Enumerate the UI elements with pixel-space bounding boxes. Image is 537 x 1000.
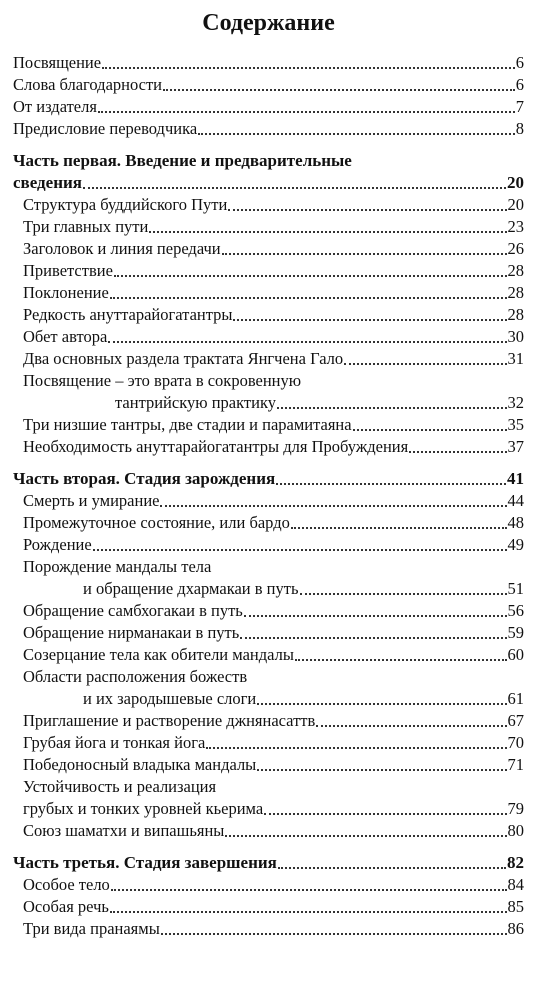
- dot-leader: [83, 187, 506, 189]
- toc-entry[interactable]: Грубая йога и тонкая йога 70: [23, 733, 524, 752]
- toc-entry[interactable]: Предисловие переводчика 8: [13, 119, 524, 138]
- page-number: 49: [507, 535, 524, 554]
- page-title: Содержание: [202, 10, 335, 36]
- dot-leader: [93, 549, 507, 551]
- toc-entry[interactable]: Обращение нирманакаи в путь 59: [23, 623, 524, 642]
- part-two: [13, 468, 524, 842]
- dot-leader: [149, 231, 506, 233]
- dot-leader: [278, 867, 506, 869]
- page-number: 8: [515, 119, 524, 138]
- part-one: [13, 150, 524, 458]
- page-number: 56: [507, 601, 524, 620]
- page-number: 51: [507, 579, 524, 598]
- page-number: 79: [507, 799, 524, 818]
- page-number: 61: [507, 689, 524, 708]
- toc-entry[interactable]: Обет автора 30: [23, 327, 524, 346]
- dot-leader: [409, 451, 506, 453]
- part-three: [13, 852, 524, 940]
- part-title-entry[interactable]: сведения 20: [13, 173, 524, 192]
- dot-leader: [225, 835, 506, 837]
- page-number: 60: [507, 645, 524, 664]
- dot-leader: [198, 133, 515, 135]
- page-number: 82: [507, 853, 524, 872]
- dot-leader: [264, 813, 506, 815]
- toc-entry[interactable]: Заголовок и линия передачи 26: [23, 239, 524, 258]
- dot-leader: [102, 67, 515, 69]
- toc-entry[interactable]: Три низшие тантры, две стадии и парамитаяна 35: [23, 415, 524, 434]
- part-title-entry[interactable]: Часть вторая. Стадия зарождения 41: [13, 469, 524, 488]
- toc-entry[interactable]: Структура буддийского Пути 20: [23, 195, 524, 214]
- dot-leader: [257, 703, 506, 705]
- toc-entry[interactable]: Три главных пути 23: [23, 217, 524, 236]
- dot-leader: [295, 659, 507, 661]
- toc-entry[interactable]: Три вида пранаямы 86: [23, 919, 524, 938]
- dot-leader: [276, 483, 506, 485]
- dot-leader: [291, 527, 507, 529]
- page-number: 23: [507, 217, 524, 236]
- page-number: 35: [507, 415, 524, 434]
- toc-entry[interactable]: Приглашение и растворение джнянасаттв 67: [23, 711, 524, 730]
- toc-entry[interactable]: Победоносный владыка мандалы 71: [23, 755, 524, 774]
- toc-entry[interactable]: Созерцание тела как обители мандалы 60: [23, 645, 524, 664]
- page-number: 20: [507, 173, 524, 192]
- page-number: 41: [507, 469, 524, 488]
- toc-entry[interactable]: Смерть и умирание 44: [23, 491, 524, 510]
- dot-leader: [277, 407, 507, 409]
- toc-entry[interactable]: Необходимость ануттарайогатантры для Пробуждения 37: [23, 437, 524, 456]
- page-number: 71: [507, 755, 524, 774]
- toc-entry[interactable]: Рождение 49: [23, 535, 524, 554]
- toc-entry-multiline[interactable]: Области расположения божеств и их зародышевые слоги 61: [23, 667, 524, 708]
- page-number: 70: [507, 733, 524, 752]
- page-number: 20: [507, 195, 524, 214]
- page-number: 59: [507, 623, 524, 642]
- page-number: 28: [507, 305, 524, 324]
- toc-entry-multiline[interactable]: Порождение мандалы тела и обращение дхармакаи в путь 51: [23, 557, 524, 598]
- page-number: 32: [507, 393, 524, 412]
- page-number: 30: [507, 327, 524, 346]
- dot-leader: [240, 637, 506, 639]
- dot-leader: [300, 593, 507, 595]
- toc-entry[interactable]: Поклонение 28: [23, 283, 524, 302]
- page-number: 28: [507, 283, 524, 302]
- part-title-entry[interactable]: Часть третья. Стадия завершения 82: [13, 853, 524, 872]
- page-number: 80: [507, 821, 524, 840]
- toc-entry[interactable]: Два основных раздела трактата Янгчена Гало 31: [23, 349, 524, 368]
- dot-leader: [110, 297, 507, 299]
- toc-entry-multiline[interactable]: Устойчивость и реализация грубых и тонких уровней кьерима 79: [23, 777, 524, 818]
- page-number: 6: [515, 75, 524, 94]
- dot-leader: [344, 363, 506, 365]
- page-number: 44: [507, 491, 524, 510]
- page-number: 7: [515, 97, 524, 116]
- page-number: 85: [507, 897, 524, 916]
- toc-entry[interactable]: Особая речь 85: [23, 897, 524, 916]
- page-number: 84: [507, 875, 524, 894]
- dot-leader: [257, 769, 506, 771]
- dot-leader: [163, 89, 515, 91]
- dot-leader: [110, 911, 507, 913]
- toc-entry[interactable]: Слова благодарности 6: [13, 75, 524, 94]
- toc-entry[interactable]: Посвящение 6: [13, 53, 524, 72]
- toc-entry[interactable]: От издателя 7: [13, 97, 524, 116]
- dot-leader: [228, 209, 506, 211]
- front-matter: [13, 52, 524, 140]
- part-title[interactable]: Часть первая. Введение и предварительные: [13, 151, 352, 170]
- toc-entry[interactable]: Обращение самбхогакаи в путь 56: [23, 601, 524, 620]
- page-number: 31: [507, 349, 524, 368]
- dot-leader: [108, 341, 506, 343]
- toc-entry[interactable]: Особое тело 84: [23, 875, 524, 894]
- toc-entry[interactable]: Союз шаматхи и випашьяны 80: [23, 821, 524, 840]
- page-number: 6: [515, 53, 524, 72]
- toc-entry[interactable]: Промежуточное состояние, или бардо 48: [23, 513, 524, 532]
- dot-leader: [161, 933, 507, 935]
- dot-leader: [353, 429, 507, 431]
- dot-leader: [160, 505, 506, 507]
- page-number: 86: [507, 919, 524, 938]
- page-number: 28: [507, 261, 524, 280]
- toc-entry[interactable]: Редкость ануттарайогатантры 28: [23, 305, 524, 324]
- dot-leader: [222, 253, 507, 255]
- dot-leader: [114, 275, 507, 277]
- dot-leader: [244, 615, 507, 617]
- toc-entry-multiline[interactable]: Посвящение – это врата в сокровенную тантрийскую практику 32: [23, 371, 524, 412]
- dot-leader: [233, 319, 506, 321]
- page-number: 37: [507, 437, 524, 456]
- dot-leader: [206, 747, 506, 749]
- dot-leader: [316, 725, 506, 727]
- page-number: 67: [507, 711, 524, 730]
- page-number: 26: [507, 239, 524, 258]
- toc-entry[interactable]: Приветствие 28: [23, 261, 524, 280]
- page-number: 48: [507, 513, 524, 532]
- dot-leader: [98, 111, 515, 113]
- dot-leader: [111, 889, 507, 891]
